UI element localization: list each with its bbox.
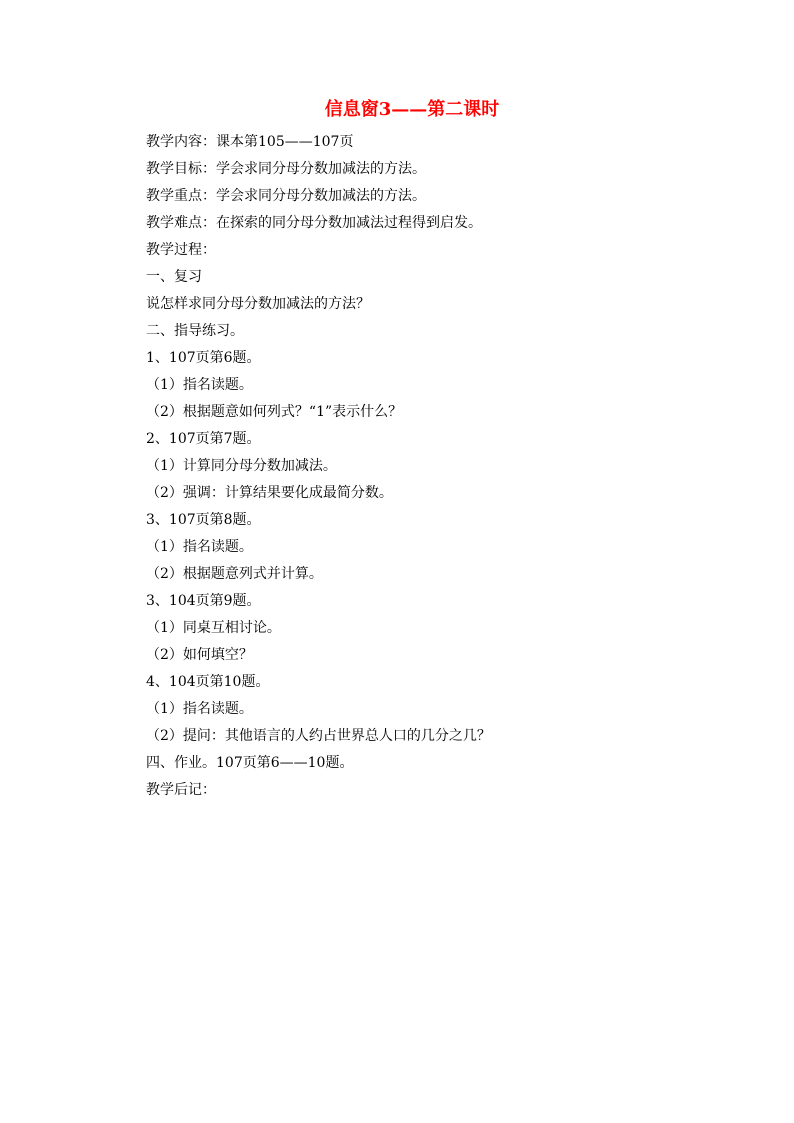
line-teaching-notes: 教学后记： bbox=[146, 782, 216, 798]
line-teaching-difficulty: 教学难点：在探索的同分母分数加减法过程得到启发。 bbox=[146, 215, 482, 231]
line-exercise-3-step-2: （2）根据题意列式并计算。 bbox=[146, 566, 323, 582]
line-teaching-content: 教学内容：课本第105——107页 bbox=[146, 134, 354, 150]
line-exercise-2: 2、107页第7题。 bbox=[146, 431, 261, 447]
line-review-question: 说怎样求同分母分数加减法的方法？ bbox=[146, 296, 370, 312]
line-exercise-4: 3、104页第9题。 bbox=[146, 593, 261, 609]
line-exercise-1: 1、107页第6题。 bbox=[146, 350, 261, 366]
section-guided-practice: 二、指导练习。 bbox=[146, 323, 244, 339]
line-exercise-3-step-1: （1）指名读题。 bbox=[146, 539, 253, 555]
line-exercise-1-step-2: （2）根据题意如何列式？“1”表示什么？ bbox=[146, 404, 403, 420]
line-teaching-focus: 教学重点：学会求同分母分数加减法的方法。 bbox=[146, 188, 426, 204]
line-exercise-2-step-2: （2）强调：计算结果要化成最简分数。 bbox=[146, 485, 393, 501]
lesson-plan-body bbox=[146, 129, 706, 804]
line-exercise-3: 3、107页第8题。 bbox=[146, 512, 261, 528]
line-exercise-5-step-2: （2）提问：其他语言的人约占世界总人口的几分之几？ bbox=[146, 728, 491, 744]
line-exercise-4-step-2: （2）如何填空？ bbox=[146, 647, 253, 663]
line-exercise-2-step-1: （1）计算同分母分数加减法。 bbox=[146, 458, 337, 474]
line-exercise-5: 4、104页第10题。 bbox=[146, 674, 270, 690]
line-teaching-goal: 教学目标：学会求同分母分数加减法的方法。 bbox=[146, 161, 426, 177]
line-exercise-5-step-1: （1）指名读题。 bbox=[146, 701, 253, 717]
section-review: 一、复习 bbox=[146, 269, 202, 285]
document-title: 信息窗3——第二课时 bbox=[324, 99, 500, 120]
line-exercise-1-step-1: （1）指名读题。 bbox=[146, 377, 253, 393]
section-homework: 四、作业。107页第6——10题。 bbox=[146, 755, 354, 771]
line-exercise-4-step-1: （1）同桌互相讨论。 bbox=[146, 620, 281, 636]
line-teaching-process: 教学过程： bbox=[146, 242, 216, 258]
